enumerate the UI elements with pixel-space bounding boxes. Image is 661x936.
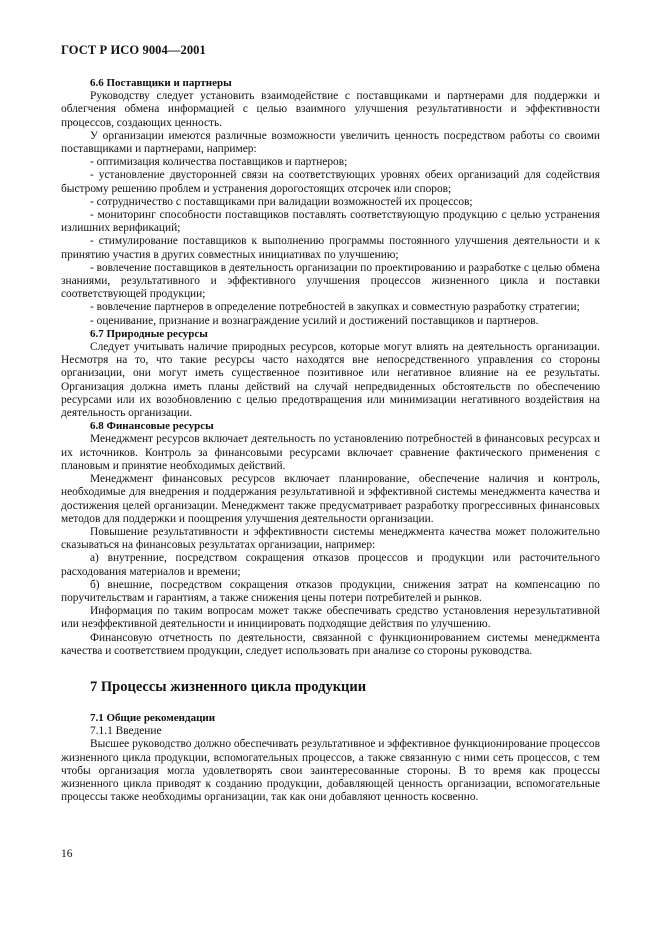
list-item: - мониторинг способности поставщиков поставлять соответствующую продукцию с целью устранения излишних верификаций; [61, 209, 600, 235]
paragraph: Следует учитывать наличие природных ресурсов, которые могут влиять на деятельность организации. Несмотря на то, что такие ресурсы часто находятся вне непосредственного управления со стороны организации, они могут иметь существенное позитивное или негативное влияние на ее результаты. Организация должна иметь планы действий на случай непредвиденных обстоятельств по обеспечению ресурсами или их возобновлению с целью предотвращения или минимизации негативного воздействия на деятельность организации. [61, 341, 600, 420]
paragraph: Финансовую отчетность по деятельности, связанной с функционированием системы менеджмента качества и соответствием продукции, следует использовать при анализе со стороны руководства. [61, 631, 600, 657]
paragraph: Высшее руководство должно обеспечивать результативное и эффективное функционирование процессов жизненного цикла продукции, вспомогательных процессов, а также связанную с ними сеть процессов, с тем чтобы организация могла удовлетворять свои заинтересованные стороны. В то время как процессы жизненного цикла приводят к созданию продукции, добавляющей ценность организации, вспомогательные процессы также необходимы организации, так как они добавляют ценность косвенно. [61, 738, 600, 804]
list-item: - оценивание, признание и вознаграждение усилий и достижений поставщиков и партнеров. [90, 314, 539, 327]
paragraph: Руководству следует установить взаимодействие с поставщиками и партнерами для поддержки и облегчения обмена информацией с целью взаимного улучшения результативности и эффективности процессов, создающих ценность. [61, 90, 600, 129]
list-item: - установление двусторонней связи на соответствующих уровнях обеих организаций для содействия быстрому решению проблем и устранения дорогостоящих отсрочек или споров; [61, 169, 600, 195]
list-item: б) внешние, посредством сокращения отказов продукции, снижения затрат на компенсацию по поручительствам и гарантиям, а также снижения цены потери потребителей и рынков. [61, 578, 600, 604]
paragraph: Менеджмент ресурсов включает деятельность по установлению потребностей в финансовых ресурсах и их источников. Контроль за финансовыми ресурсами включает сравнение фактического применения с плановым и принятие необходимых действий. [61, 433, 600, 472]
subsection-heading-7-1-1: 7.1.1 Введение [90, 725, 162, 738]
list-item: - стимулирование поставщиков к выполнению программы постоянного улучшения деятельности и к принятию участия в других совместных инициативах по улучшению; [61, 235, 600, 261]
chapter-heading-7: 7 Процессы жизненного цикла продукции [90, 678, 367, 695]
list-item: - сотрудничество с поставщиками при валидации возможностей их процессов; [90, 195, 473, 208]
list-item: - вовлечение поставщиков в деятельность организации по проектированию и разработке с целью обмена знаниями, результативного и эффективного улучшения процессов жизненного цикла и поставки соответствующей продукции; [61, 261, 600, 301]
list-item: а) внутренние, посредством сокращения отказов процессов и продукции или расточительного расходования материалов и времени; [61, 552, 600, 578]
paragraph: Повышение результативности и эффективности системы менеджмента качества может положительно сказываться на финансовых результатах организации, например: [61, 525, 600, 552]
page-content [61, 77, 600, 804]
paragraph: У организации имеются различные возможности увеличить ценность посредством работы со своими поставщиками и партнерами, например: [61, 129, 600, 156]
list-item: - вовлечение партнеров в определение потребностей в закупках и совместную разработку стратегии; [90, 301, 580, 314]
section-heading-6-7: 6.7 Природные ресурсы [90, 327, 208, 340]
section-heading-6-8: 6.8 Финансовые ресурсы [90, 420, 214, 433]
list-item: - оптимизация количества поставщиков и партнеров; [90, 156, 348, 169]
section-heading-6-6: 6.6 Поставщики и партнеры [90, 77, 232, 89]
standard-header: ГОСТ Р ИСО 9004—2001 [61, 43, 206, 57]
page-number: 16 [61, 848, 73, 860]
section-heading-7-1: 7.1 Общие рекомендации [90, 711, 216, 724]
paragraph: Менеджмент финансовых ресурсов включает планирование, обеспечение наличия и контроль, необходимые для внедрения и поддержания результативной и эффективной системы менеджмента качества и достижения целей организации. Менеджмент также предусматривает разработку прогрессивных финансовых методов для поддержки и поощрения улучшения деятельности организации. [61, 473, 600, 525]
paragraph: Информация по таким вопросам может также обеспечивать средство установления нерезультативной или неэффективной деятельности и инициировать подходящие действия по улучшению. [61, 605, 600, 631]
